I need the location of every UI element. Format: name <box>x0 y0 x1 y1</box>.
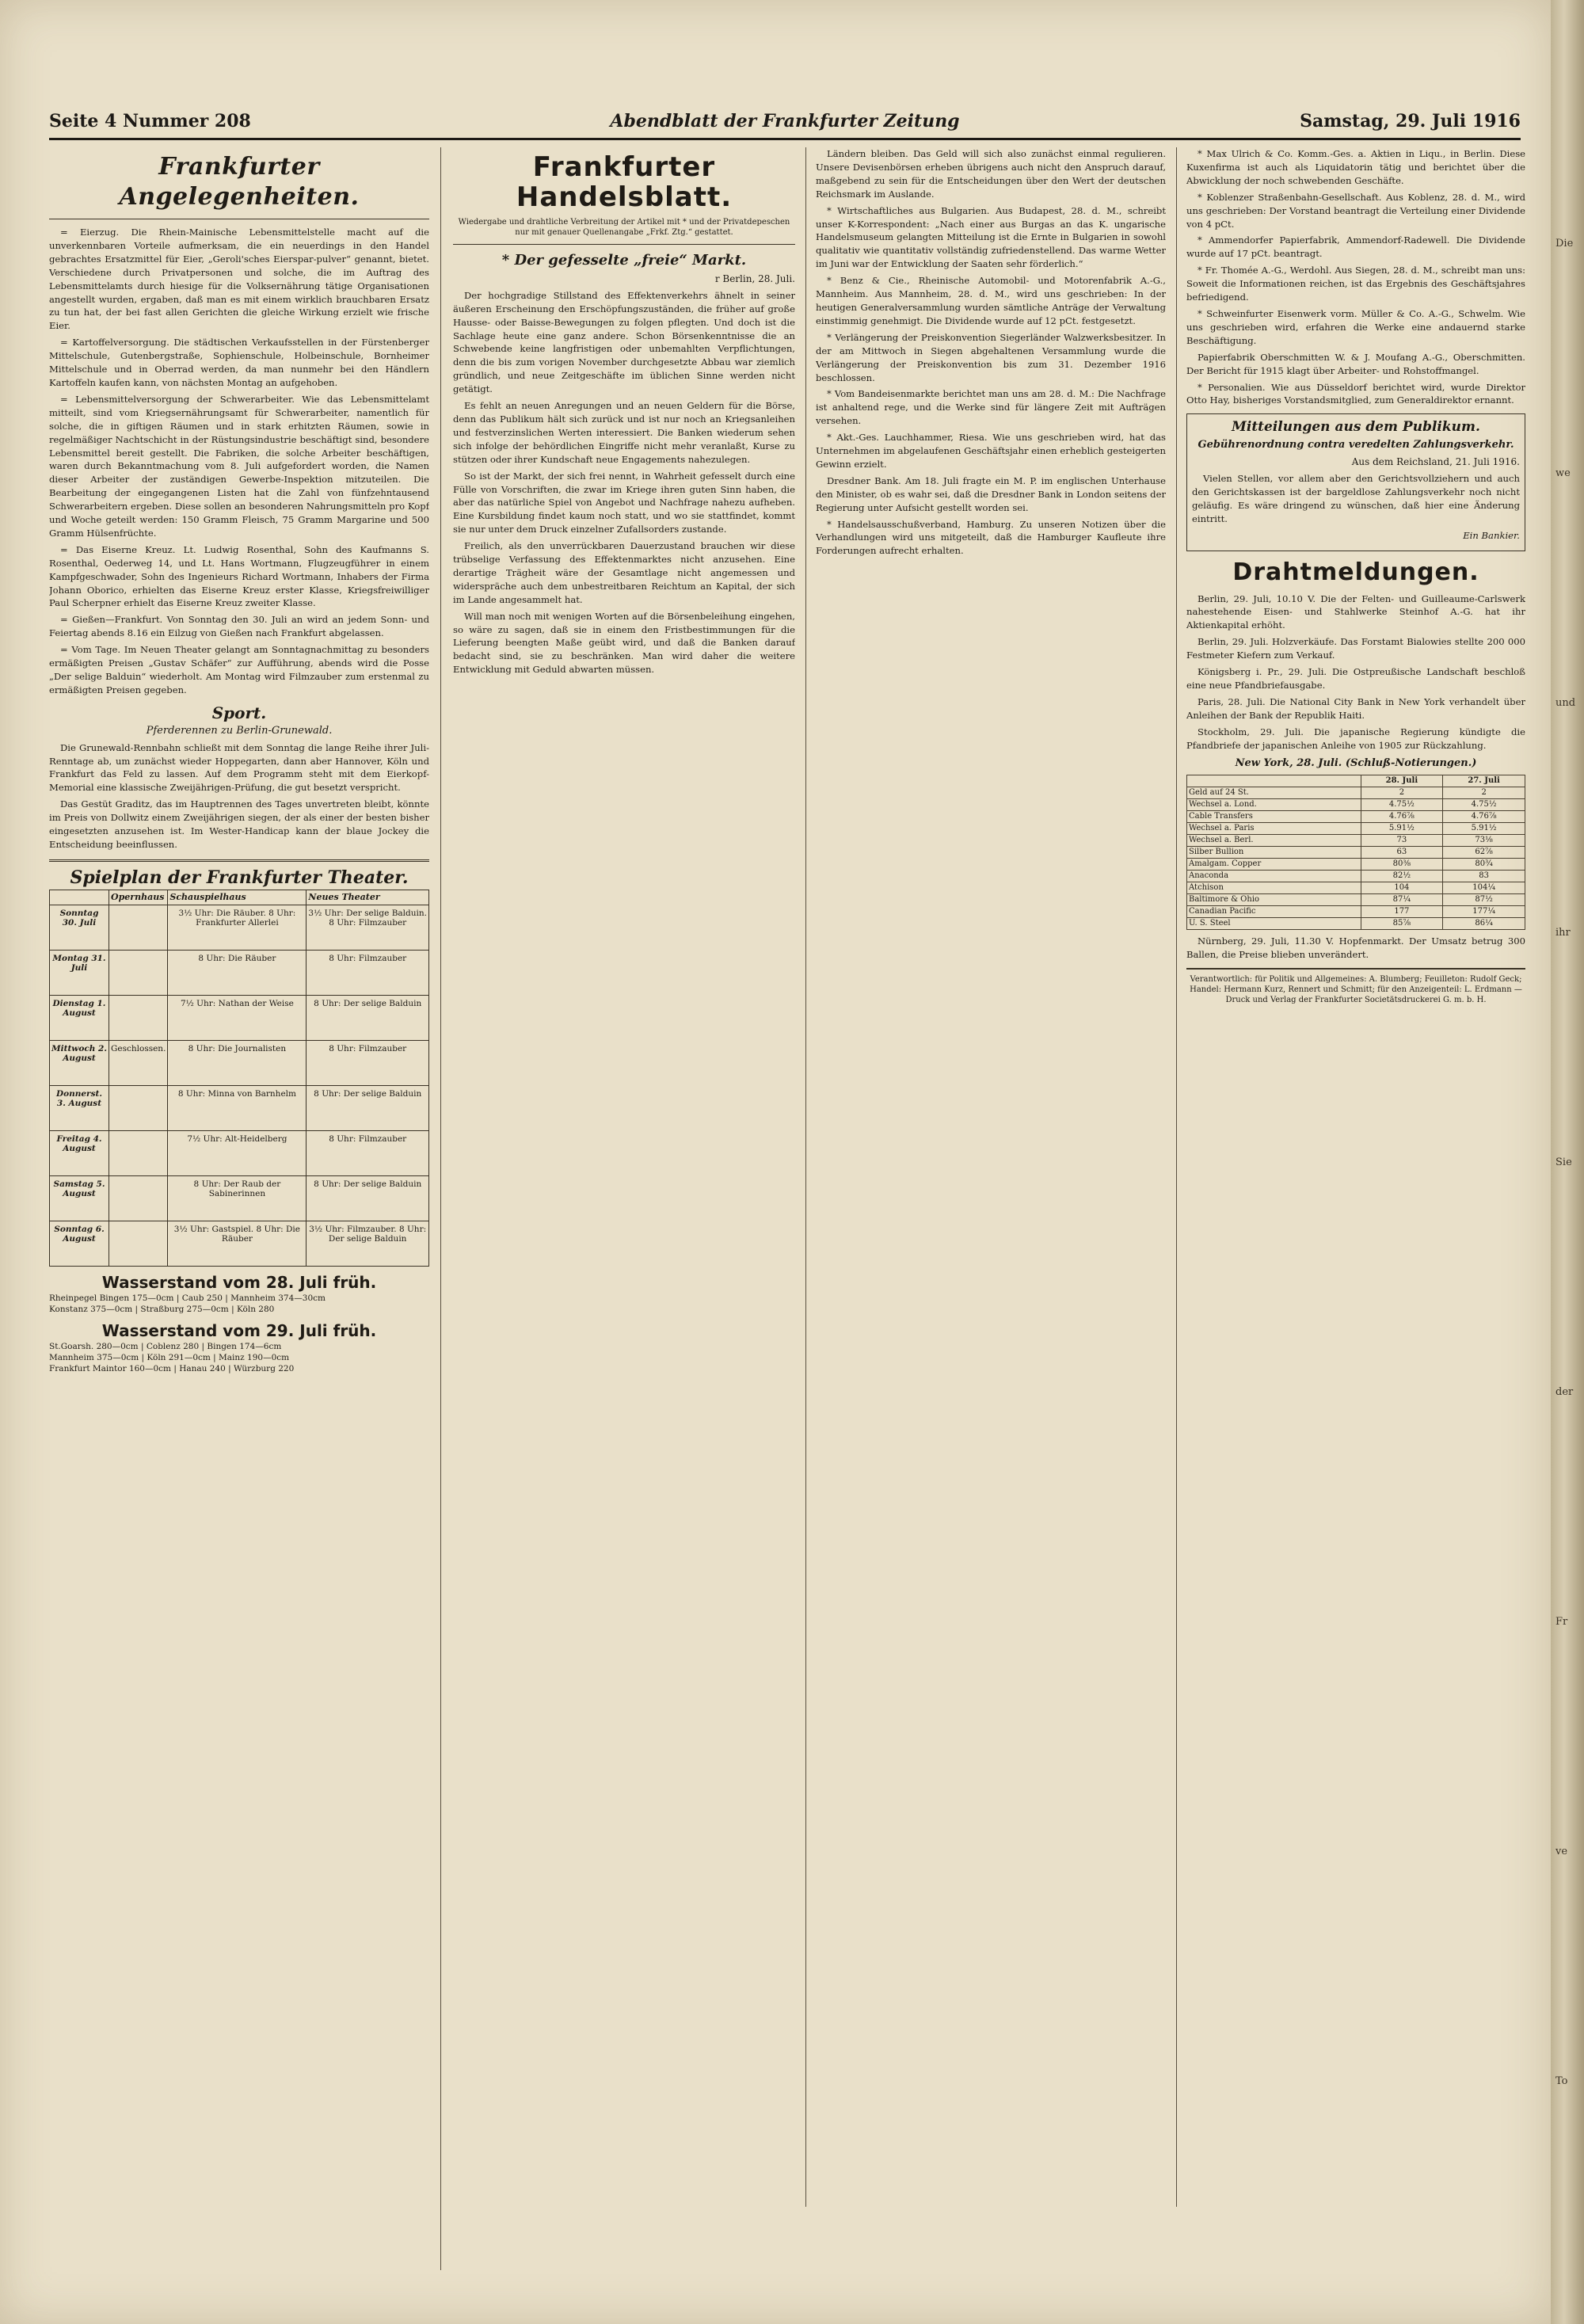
table-cell: 177¼ <box>1443 906 1525 918</box>
table-row <box>50 905 429 950</box>
article-paragraph: Vielen Stellen, vor allem aber den Gerichtsvollziehern und auch den Gerichtskassen ist der bargeldlose Zahlungsverkehr noch nicht geläufig. Es wäre dringend zu wünschen, daß hier eine Änderung eintritt. <box>1192 473 1520 524</box>
column-divider <box>1176 147 1177 2207</box>
imprint: Verantwortlich: für Politik und Allgemeines: A. Blumberg; Feuilleton: Rudolf Geck; Handel: Hermann Kurz, Rennert und Schmitt; für den Anzeigenteil: L. Erdmann — Druck und Verlag der Frankfurter Societätsdruckerei G. m. b. H. <box>1186 968 1525 1005</box>
table-cell: 8 Uhr: Minna von Barnhelm <box>168 1085 307 1130</box>
table-row <box>1187 835 1525 847</box>
table-header: Neues Theater <box>307 890 429 905</box>
table-cell: 7½ Uhr: Alt-Heidelberg <box>168 1130 307 1175</box>
theater-schedule-table <box>49 890 429 1267</box>
table-cell: 8 Uhr: Der selige Balduin <box>307 1085 429 1130</box>
box-subheading: Gebührenordnung contra veredelten Zahlungsverkehr. <box>1198 439 1514 451</box>
article-paragraph: * Verlängerung der Preiskonvention Siegerländer Walzwerksbesitzer. In der am Mittwoch in Siegen abgehaltenen Versammlung wurde die Verlängerung der Preiskonvention bis zum 31. Dezember 1916 beschlossen. <box>816 331 1166 383</box>
table-row <box>50 1175 429 1221</box>
table-cell: 2 <box>1361 787 1443 799</box>
table-cell: Freitag 4. August <box>50 1130 109 1175</box>
table-cell: 62⅞ <box>1443 847 1525 859</box>
table-cell: Mittwoch 2. August <box>50 1040 109 1085</box>
theater-heading: Spielplan der Frankfurter Theater. <box>70 867 409 888</box>
article-paragraph: Die Grunewald-Rennbahn schließt mit dem Sonntag die lange Reihe ihrer Juli-Renntage ab, um zunächst wieder Hoppegarten, dann aber Hannover, Köln und Frankfurt das Feld zu lassen. Auf dem Programm steht mit dem Eierkopf-Memorial eine klassische Zweijährigen-Prüfung, die gut besetzt verspricht. <box>49 741 429 794</box>
table-cell: Sonntag 6. August <box>50 1221 109 1266</box>
table-cell: 8 Uhr: Filmzauber <box>307 1130 429 1175</box>
article-paragraph: * Koblenzer Straßenbahn-Gesellschaft. Aus Koblenz, 28. d. M., wird uns geschrieben: Der Vorstand beantragt die Verteilung einer Dividende von 4 pCt. <box>1186 191 1525 230</box>
table-cell: 3½ Uhr: Die Räuber. 8 Uhr: Frankfurter Allerlei <box>168 905 307 950</box>
water-level-heading: Wasserstand vom 29. Juli früh. <box>101 1320 377 1340</box>
article-paragraph: = Vom Tage. Im Neuen Theater gelangt am Sonntagnachmittag zu besonders ermäßigten Preisen „Gustav Schäfer“ zur Aufführung, abends wird die Posse „Der selige Balduin“ wiederholt. Am Montag wird Filmzauber zum erstenmal zu ermäßigten Preisen gegeben. <box>49 644 429 695</box>
water-level-row: Konstanz 375—0cm | Straßburg 275—0cm | Köln 280 <box>49 1304 275 1314</box>
article-paragraph: Will man noch mit wenigen Worten auf die Börsenbeleihung eingehen, so wäre zu sagen, daß sie in einem den Fristbestimmungen für die Lieferung beengten Maße geübt wird, und daß die Banken darauf bedacht sind, sie zu beschränken. Man wird daher die weitere Entwicklung mit Geduld abwarten müssen. <box>453 610 795 676</box>
table-cell: 8 Uhr: Der selige Balduin <box>307 995 429 1040</box>
table-row <box>50 1221 429 1266</box>
table-cell <box>109 950 168 995</box>
water-level-heading: Wasserstand vom 28. Juli früh. <box>101 1272 377 1292</box>
table-cell: 3½ Uhr: Gastspiel. 8 Uhr: Die Räuber <box>168 1221 307 1266</box>
water-level-row: Rheinpegel Bingen 175—0cm | Caub 250 | Mannheim 374—30cm <box>49 1293 326 1303</box>
table-row <box>50 1085 429 1130</box>
table-cell: Sonntag 30. Juli <box>50 905 109 950</box>
water-level-row: St.Goarsh. 280—0cm | Coblenz 280 | Bingen 174—6cm <box>49 1341 282 1351</box>
divider <box>453 244 795 245</box>
table-cell: Wechsel a. Berl. <box>1187 835 1361 847</box>
table-cell: 8 Uhr: Die Journalisten <box>168 1040 307 1085</box>
edge-text-fragment: der <box>1555 1386 1574 1398</box>
table-cell: 83 <box>1443 871 1525 882</box>
edge-text-fragment: Fr <box>1555 1616 1568 1628</box>
article-paragraph: So ist der Markt, der sich frei nennt, in Wahrheit gefesselt durch eine Fülle von Vorschriften, die zwar im Kriege ihren guten Sinn haben, die aber das natürliche Spiel von Angebot und Nachfrage nahezu aufheben. Eine Kursbildung findet kaum noch statt, und wo sie stattfindet, kommt sie nur unter dem Druck einzelner Zufallsorders zustande. <box>453 470 795 535</box>
table-cell: 104¼ <box>1443 882 1525 894</box>
table-cell: 87¼ <box>1361 894 1443 906</box>
table-cell: Anaconda <box>1187 871 1361 882</box>
table-row <box>1187 871 1525 882</box>
table-row <box>1187 882 1525 894</box>
table-cell: Geschlossen. <box>109 1040 168 1085</box>
table-cell: Wechsel a. Paris <box>1187 823 1361 835</box>
article-paragraph: Das Gestüt Graditz, das im Hauptrennen des Tages unvertreten bleibt, könnte im Preis von Dollwitz einem Zweijährigen siegen, der als einer der besten bisher eingesetzten anzusehen ist. Im Wester-Handicap kann der blaue Jockey die Entscheidung beeinflussen. <box>49 798 429 850</box>
table-row <box>1187 847 1525 859</box>
section-heading-commerce: Frankfurter Handelsblatt. <box>516 151 733 213</box>
table-cell: Atchison <box>1187 882 1361 894</box>
table-cell: 85⅞ <box>1361 918 1443 930</box>
section-heading-local: Frankfurter Angelegenheiten. <box>119 153 360 211</box>
table-header <box>1187 775 1361 787</box>
article-paragraph: * Ammendorfer Papierfabrik, Ammendorf-Radewell. Die Dividende wurde auf 17 pCt. beantragt. <box>1186 234 1525 260</box>
article-paragraph: Königsberg i. Pr., 29. Juli. Die Ostpreußische Landschaft beschloß eine neue Pfandbriefausgabe. <box>1186 666 1525 691</box>
dateline: r Berlin, 28. Juli. <box>714 272 795 284</box>
issue-date: Samstag, 29. Juli 1916 <box>1300 111 1521 131</box>
table-cell: Dienstag 1. August <box>50 995 109 1040</box>
table-cell <box>109 905 168 950</box>
edge-text-fragment: Die <box>1555 238 1574 250</box>
table-cell: Samstag 5. August <box>50 1175 109 1221</box>
table-cell: U. S. Steel <box>1187 918 1361 930</box>
article-paragraph: Es fehlt an neuen Anregungen und an neuen Geldern für die Börse, denn das Publikum hält sich zurück und ist nur noch an Kriegsanleihen und festverzinslichen Werten interessiert. Die Banken wiederum sehen sich infolge der behördlichen Eingriffe nicht mehr veranlaßt, Kurse zu stützen oder ihrer Kundschaft neue Engagements nahezulegen. <box>453 400 795 465</box>
table-cell: 3½ Uhr: Der selige Balduin. 8 Uhr: Filmzauber <box>307 905 429 950</box>
table-cell <box>109 1085 168 1130</box>
table-cell: Silber Bullion <box>1187 847 1361 859</box>
edge-text-fragment: und <box>1555 697 1576 709</box>
article-paragraph: Papierfabrik Oberschmitten W. & J. Moufang A.-G., Oberschmitten. Der Bericht für 1915 klagt über Arbeiter- und Rohstoffmangel. <box>1186 351 1525 376</box>
table-cell: 87½ <box>1443 894 1525 906</box>
table-cell: Cable Transfers <box>1187 811 1361 823</box>
table-cell <box>109 1175 168 1221</box>
table-cell: Donnerst. 3. August <box>50 1085 109 1130</box>
table-header: Schauspielhaus <box>168 890 307 905</box>
table-row <box>1187 918 1525 930</box>
table-cell: 4.76⅞ <box>1361 811 1443 823</box>
table-header <box>50 890 109 905</box>
sport-subheading: Pferderennen zu Berlin-Grunewald. <box>146 724 333 737</box>
newspaper-title: Abendblatt der Frankfurter Zeitung <box>610 111 960 131</box>
article-paragraph: * Akt.-Ges. Lauchhammer, Riesa. Wie uns geschrieben wird, hat das Unternehmen im abgelaufenen Geschäftsjahr einen erheblich gesteigerten Gewinn erzielt. <box>816 432 1166 470</box>
reprint-note: Wiedergabe und drahtliche Verbreitung der Artikel mit * und der Privatdepeschen nur mit genauer Quellenangabe „Frkf. Ztg.“ gestattet. <box>458 218 790 237</box>
table-cell: 4.75½ <box>1361 799 1443 811</box>
table-row <box>50 950 429 995</box>
section-heading-sport: Sport. <box>211 703 267 722</box>
article-paragraph: * Schweinfurter Eisenwerk vorm. Müller & Co. A.-G., Schwelm. Wie uns geschrieben wird, erfahren die Werke eine andauernd starke Beschäftigung. <box>1186 307 1525 346</box>
table-cell <box>109 995 168 1040</box>
table-cell: 8 Uhr: Die Räuber <box>168 950 307 995</box>
section-heading-wires: Drahtmeldungen. <box>1232 558 1479 586</box>
bourse-heading: New York, 28. Juli. (Schluß-Notierungen.) <box>1235 756 1477 769</box>
article-paragraph: * Benz & Cie., Rheinische Automobil- und Motorenfabrik A.-G., Mannheim. Aus Mannheim, 28. d. M., wird uns geschrieben: In der heutigen Generalversammlung wurden sämtliche Anträge der Verwaltung einstimmig genehmigt. Die Dividende wurde auf 12 pCt. festgesetzt. <box>816 275 1166 326</box>
article-paragraph: = Gießen—Frankfurt. Von Sonntag den 30. Juli an wird an jedem Sonn- und Feiertag abends 8.16 ein Eilzug von Gießen nach Frankfurt abgelassen. <box>49 614 429 639</box>
article-paragraph: Berlin, 29. Juli. Holzverkäufe. Das Forstamt Bialowies stellte 200 000 Festmeter Kiefern zum Verkauf. <box>1186 636 1525 661</box>
table-cell: 63 <box>1361 847 1443 859</box>
table-cell: 5.91½ <box>1443 823 1525 835</box>
page-number: Seite 4 Nummer 208 <box>49 111 251 131</box>
article-title: * Der gefesselte „freie“ Markt. <box>501 252 747 269</box>
edge-text-fragment: we <box>1555 467 1571 479</box>
table-cell: Geld auf 24 St. <box>1187 787 1361 799</box>
table-cell: 80¾ <box>1443 859 1525 871</box>
table-cell <box>109 1130 168 1175</box>
article-paragraph: Dresdner Bank. Am 18. Juli fragte ein M. P. im englischen Unterhause den Minister, ob es wahr sei, daß die Dresdner Bank in London seitens der Regierung unter Aufsicht gestellt worden sei. <box>816 474 1166 513</box>
article-paragraph: * Fr. Thomée A.-G., Werdohl. Aus Siegen, 28. d. M., schreibt man uns: Soweit die Informationen reichen, ist das Ergebnis des Geschäftsjahres befriedigend. <box>1186 265 1525 303</box>
table-cell: 8 Uhr: Filmzauber <box>307 950 429 995</box>
article-paragraph: Stockholm, 29. Juli. Die japanische Regierung kündigte die Pfandbriefe der japanischen Anleihe von 1905 zur Rückzahlung. <box>1186 726 1525 751</box>
table-cell: Baltimore & Ohio <box>1187 894 1361 906</box>
article-paragraph: Freilich, als den unverrückbaren Dauerzustand brauchen wir diese trübselige Verfassung des Effektenmarktes nicht anzusehen. Eine derartige Trägheit wäre der Gesamtlage nicht angemessen und widerspräche auch dem unbestreitbaren Reichtum an Kapital, der sich im Lande angesammelt hat. <box>453 540 795 605</box>
column-company-news <box>1186 147 1525 2207</box>
table-row <box>1187 823 1525 835</box>
table-row <box>1187 894 1525 906</box>
table-cell: 82½ <box>1361 871 1443 882</box>
edge-text-fragment: Sie <box>1555 1156 1572 1168</box>
table-row <box>50 995 429 1040</box>
article-paragraph: * Personalien. Wie aus Düsseldorf berichtet wird, wurde Direktor Otto Hay, bisheriges Vorstandsmitglied, zum Generaldirektor ernannt. <box>1186 381 1525 406</box>
article-paragraph: * Max Ulrich & Co. Komm.-Ges. a. Aktien in Liqu., in Berlin. Diese Kuxenfirma ist auch als Liquidatorin tätig und berichtet über die Abwicklung der noch schwebenden Geschäfte. <box>1186 148 1525 186</box>
table-cell <box>109 1221 168 1266</box>
article-paragraph: = Lebensmittelversorgung der Schwerarbeiter. Wie das Lebensmittelamt mitteilt, sind vom Kriegsernährungsamt für Schwerarbeiter, namentlich für solche, die in giftigen Räumen und in stark erhitzten Räumen, sowie in regelmäßiger Nachtschicht in der Rüstungsindustrie beschäftigt sind, besondere Lebensmittel bereit gestellt. Die Fabriken, die solche Arbeiter beschäftigen, waren durch Bekanntmachung vom 8. Juli aufgefordert worden, die Namen dieser Arbeiter der zuständigen Gewerbe-Inspektion mitzuteilen. Die Bearbeitung der eingegangenen Listen hat die Zahl von fünfzehntausend Schwerarbeitern ergeben. Diese sollen an besonderen Nahrungsmitteln pro Kopf und Woche geteilt werden: 150 Gramm Fleisch, 75 Gramm Margarine und 500 Gramm Hülsenfrüchte. <box>49 393 429 539</box>
table-cell: 2 <box>1443 787 1525 799</box>
article-paragraph: Nürnberg, 29. Juli, 11.30 V. Hopfenmarkt. Der Umsatz betrug 300 Ballen, die Preise blieben unverändert. <box>1186 935 1525 961</box>
table-cell: 4.75½ <box>1443 799 1525 811</box>
table-header: Opernhaus <box>109 890 168 905</box>
box-heading: Mitteilungen aus dem Publikum. <box>1232 419 1480 436</box>
article-paragraph: = Kartoffelversorgung. Die städtischen Verkaufsstellen in der Fürstenberger Mittelschule, Gutenbergstraße, Sophienschule, Holbeinschule, Bornheimer Mittelschule und in Oberrad werden, da man nunmehr bei den Händlern Kartoffeln kaufen kann, von nächsten Montag an aufgehoben. <box>49 337 429 388</box>
table-cell: Amalgam. Copper <box>1187 859 1361 871</box>
article-paragraph: * Vom Bandeisenmarkte berichtet man uns am 28. d. M.: Die Nachfrage ist anhaltend rege, und die Werke sind für längere Zeit mit Aufträgen versehen. <box>816 388 1166 427</box>
column-divider <box>805 147 806 2207</box>
edge-text-fragment: To <box>1555 2075 1568 2087</box>
divider <box>49 859 429 862</box>
table-row <box>1187 811 1525 823</box>
table-cell: Canadian Pacific <box>1187 906 1361 918</box>
table-row <box>50 1040 429 1085</box>
table-row <box>1187 906 1525 918</box>
article-paragraph: Der hochgradige Stillstand des Effektenverkehrs ähnelt in seiner äußeren Erscheinung den Erschöpfungszuständen, die früher auf große Hausse- oder Baisse-Bewegungen zu folgen pflegten. Und doch ist die Sachlage heute eine ganz andere. Schon Börsenkenntnisse die an Schwebende keine langfristigen oder unbemahlten Verpflichtungen, denn die bis zum vorigen November durchgesetzte Abbau war ziemlich gründlich, und neue Zeitgeschäfte im üblichen Sinne werden nicht getätigt. <box>453 289 795 395</box>
column-divider <box>440 147 441 2270</box>
table-cell: 4.76⅞ <box>1443 811 1525 823</box>
table-cell: 86¼ <box>1443 918 1525 930</box>
table-cell: 80⅜ <box>1361 859 1443 871</box>
edge-text-fragment: ve <box>1555 1846 1568 1857</box>
edge-text-fragment: ihr <box>1555 927 1571 939</box>
table-cell: 73⅛ <box>1443 835 1525 847</box>
table-cell: 7½ Uhr: Nathan der Weise <box>168 995 307 1040</box>
table-cell: 73 <box>1361 835 1443 847</box>
column-economy <box>816 147 1166 2207</box>
dateline: Aus dem Reichsland, 21. Juli 1916. <box>1351 456 1520 468</box>
bourse-table <box>1186 775 1525 930</box>
water-level-row: Frankfurt Maintor 160—0cm | Hanau 240 | Würzburg 220 <box>49 1363 295 1373</box>
column-commerce <box>453 147 795 2207</box>
table-cell: 3½ Uhr: Filmzauber. 8 Uhr: Der selige Balduin <box>307 1221 429 1266</box>
table-cell: 8 Uhr: Der selige Balduin <box>307 1175 429 1221</box>
table-header: 28. Juli <box>1361 775 1443 787</box>
table-row <box>1187 787 1525 799</box>
article-paragraph: Paris, 28. Juli. Die National City Bank in New York verhandelt über Anleihen der Bank der Republik Haiti. <box>1186 695 1525 721</box>
article-paragraph: Ländern bleiben. Das Geld will sich also zunächst einmal regulieren. Unsere Devisenbörsen erheben übrigens auch nicht den Anspruch darauf, maßgebend zu sein für die Entscheidungen über den Wert der deutschen Reichsmark im Auslande. <box>816 148 1166 200</box>
table-cell: 5.91½ <box>1361 823 1443 835</box>
article-paragraph: Berlin, 29. Juli, 10.10 V. Die der Felten- und Guilleaume-Carlswerk nahestehende Eisen- und Stahlwerke Steinhof A.-G. hat ihr Aktienkapital erhöht. <box>1186 592 1525 631</box>
column-local-news <box>49 147 429 2286</box>
table-row <box>1187 859 1525 871</box>
table-cell: 104 <box>1361 882 1443 894</box>
article-paragraph: = Das Eiserne Kreuz. Lt. Ludwig Rosenthal, Sohn des Kaufmanns S. Rosenthal, Oederweg 14, und Lt. Hans Wortmann, Flugzeugführer in einem Kampfgeschwader, Sohn des Ingenieurs Richard Wortmann, Inhabers der Firma Johann Oborico, erhielten das Eiserne Kreuz erster Klasse, Kriegsfreiwilliger Paul Scherpner erhielt das Eiserne Kreuz zweiter Klasse. <box>49 543 429 609</box>
water-level-row: Mannheim 375—0cm | Köln 291—0cm | Mainz 190—0cm <box>49 1352 290 1362</box>
table-cell: Wechsel a. Lond. <box>1187 799 1361 811</box>
table-cell: 8 Uhr: Der Raub der Sabinerinnen <box>168 1175 307 1221</box>
article-paragraph: * Wirtschaftliches aus Bulgarien. Aus Budapest, 28. d. M., schreibt unser K-Korrespondent: „Nach einer aus Burgas an das K. ungarische Handelsmuseum gelangten Mitteilung ist die Ernte in Bulgarien in sowohl qualitativ wie quantitativ vollständig zufriedenstellend. Das warme Wetter im Juni war der Entwicklung der Saaten sehr förderlich.“ <box>816 204 1166 270</box>
article-paragraph: = Eierzug. Die Rhein-Mainische Lebensmittelstelle macht auf die unverkennbaren Vorteile aufmerksam, die ein neuerdings in den Handel gebrachtes Ersatzmittel für Eier, „Geroli'sches Eierspar-pulver“ genannt, bietet. Verschiedene durch Privatpersonen und solche, die im Auftrag des Lebensmittelamts durch hiesige für die Volksernährung tätige Organisationen angestellt wurden, ergaben, daß man es mit einem wirklich brauchbaren Ersatz zu tun hat, der bei fast allen Gerichten die gleiche Wirkung erzielt wie frische Eier. <box>49 227 429 332</box>
table-cell: 177 <box>1361 906 1443 918</box>
table-row <box>50 1130 429 1175</box>
table-row <box>1187 799 1525 811</box>
public-notice-box <box>1186 413 1525 551</box>
table-cell: 8 Uhr: Filmzauber <box>307 1040 429 1085</box>
table-cell: Montag 31. Juli <box>50 950 109 995</box>
signature: Ein Bankier. <box>1463 529 1520 541</box>
adjacent-page-edge <box>1551 0 1584 2324</box>
table-header: 27. Juli <box>1443 775 1525 787</box>
masthead <box>49 109 1521 140</box>
article-paragraph: * Handelsausschußverband, Hamburg. Zu unseren Notizen über die Verhandlungen wird uns mitgeteilt, daß die Hamburger Kaufleute ihre Forderungen aufrecht erhalten. <box>816 518 1166 557</box>
